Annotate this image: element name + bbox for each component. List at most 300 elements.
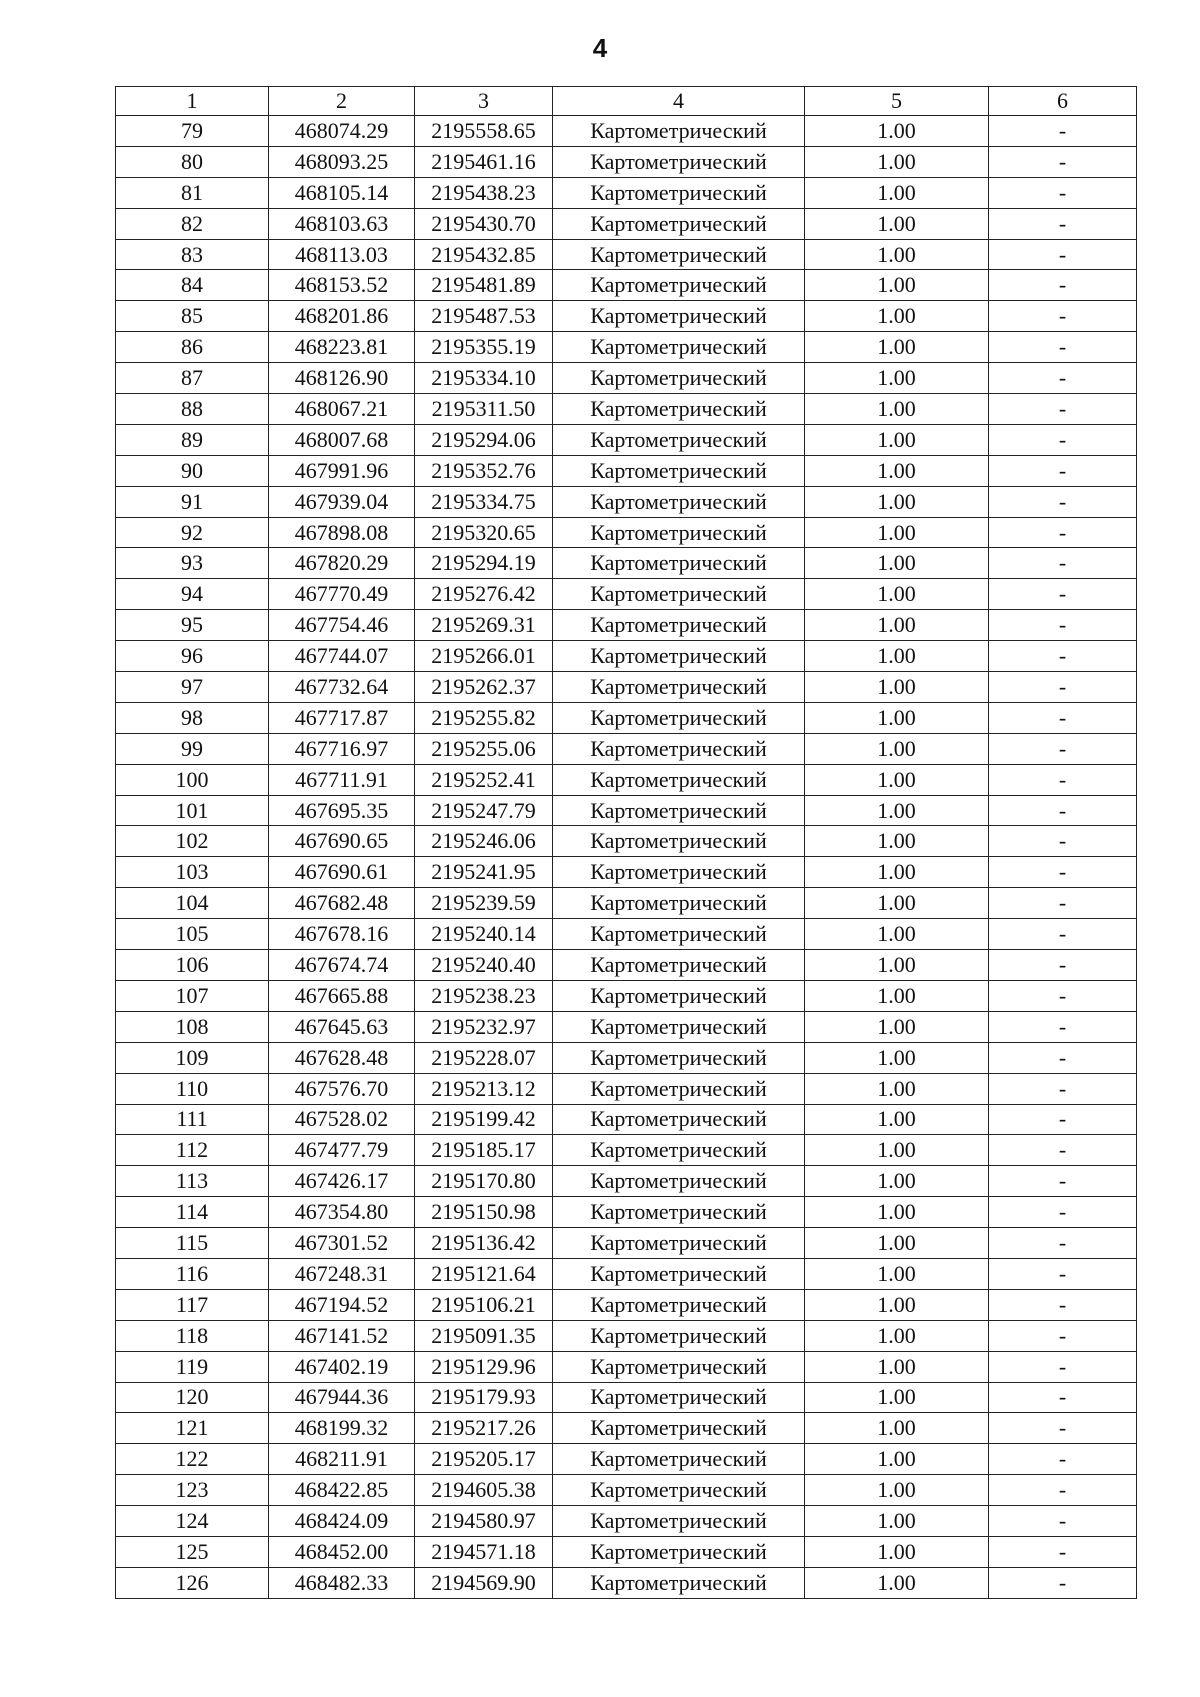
point-number-cell: 122 (116, 1444, 269, 1475)
point-number-cell: 82 (116, 208, 269, 239)
y-coordinate-cell: 2195255.06 (415, 733, 553, 764)
description-cell: - (989, 332, 1137, 363)
method-cell: Картометрический (553, 1536, 805, 1567)
description-cell: - (989, 1104, 1137, 1135)
point-number-cell: 114 (116, 1197, 269, 1228)
description-cell: - (989, 1166, 1137, 1197)
point-number-cell: 98 (116, 702, 269, 733)
x-coordinate-cell: 468105.14 (269, 177, 415, 208)
description-cell: - (989, 1444, 1137, 1475)
description-cell: - (989, 517, 1137, 548)
description-cell: - (989, 1351, 1137, 1382)
description-cell: - (989, 301, 1137, 332)
accuracy-cell: 1.00 (805, 548, 989, 579)
y-coordinate-cell: 2195252.41 (415, 764, 553, 795)
y-coordinate-cell: 2195269.31 (415, 610, 553, 641)
y-coordinate-cell: 2195334.75 (415, 486, 553, 517)
point-number-cell: 109 (116, 1042, 269, 1073)
description-cell: - (989, 486, 1137, 517)
x-coordinate-cell: 468007.68 (269, 424, 415, 455)
method-cell: Картометрический (553, 795, 805, 826)
x-coordinate-cell: 467939.04 (269, 486, 415, 517)
description-cell: - (989, 1506, 1137, 1537)
y-coordinate-cell: 2195430.70 (415, 208, 553, 239)
accuracy-cell: 1.00 (805, 332, 989, 363)
accuracy-cell: 1.00 (805, 1135, 989, 1166)
method-cell: Картометрический (553, 455, 805, 486)
method-cell: Картометрический (553, 332, 805, 363)
y-coordinate-cell: 2195247.79 (415, 795, 553, 826)
description-cell: - (989, 208, 1137, 239)
x-coordinate-cell: 467820.29 (269, 548, 415, 579)
x-coordinate-cell: 467354.80 (269, 1197, 415, 1228)
y-coordinate-cell: 2195311.50 (415, 394, 553, 425)
x-coordinate-cell: 467770.49 (269, 579, 415, 610)
point-number-cell: 99 (116, 733, 269, 764)
table-row (116, 517, 1137, 548)
accuracy-cell: 1.00 (805, 177, 989, 208)
table-row (116, 1536, 1137, 1567)
accuracy-cell: 1.00 (805, 1567, 989, 1598)
accuracy-cell: 1.00 (805, 424, 989, 455)
accuracy-cell: 1.00 (805, 1042, 989, 1073)
x-coordinate-cell: 467716.97 (269, 733, 415, 764)
method-cell: Картометрический (553, 980, 805, 1011)
x-coordinate-cell: 467695.35 (269, 795, 415, 826)
point-number-cell: 84 (116, 270, 269, 301)
point-number-cell: 81 (116, 177, 269, 208)
point-number-cell: 83 (116, 239, 269, 270)
x-coordinate-cell: 467248.31 (269, 1258, 415, 1289)
column-header-2: 2 (269, 87, 415, 116)
table-row (116, 1289, 1137, 1320)
point-number-cell: 90 (116, 455, 269, 486)
x-coordinate-cell: 468093.25 (269, 146, 415, 177)
method-cell: Картометрический (553, 548, 805, 579)
x-coordinate-cell: 467194.52 (269, 1289, 415, 1320)
method-cell: Картометрический (553, 239, 805, 270)
accuracy-cell: 1.00 (805, 455, 989, 486)
method-cell: Картометрический (553, 764, 805, 795)
description-cell: - (989, 888, 1137, 919)
method-cell: Картометрический (553, 270, 805, 301)
y-coordinate-cell: 2195334.10 (415, 363, 553, 394)
table-row (116, 1135, 1137, 1166)
column-header-3: 3 (415, 87, 553, 116)
description-cell: - (989, 1073, 1137, 1104)
point-number-cell: 94 (116, 579, 269, 610)
method-cell: Картометрический (553, 1567, 805, 1598)
x-coordinate-cell: 467682.48 (269, 888, 415, 919)
y-coordinate-cell: 2195481.89 (415, 270, 553, 301)
description-cell: - (989, 795, 1137, 826)
point-number-cell: 87 (116, 363, 269, 394)
method-cell: Картометрический (553, 1228, 805, 1259)
table-row (116, 1228, 1137, 1259)
description-cell: - (989, 548, 1137, 579)
table-row (116, 1042, 1137, 1073)
method-cell: Картометрический (553, 116, 805, 147)
table-row (116, 301, 1137, 332)
y-coordinate-cell: 2195121.64 (415, 1258, 553, 1289)
y-coordinate-cell: 2195294.06 (415, 424, 553, 455)
point-number-cell: 93 (116, 548, 269, 579)
x-coordinate-cell: 467732.64 (269, 672, 415, 703)
description-cell: - (989, 239, 1137, 270)
table-row (116, 1506, 1137, 1537)
x-coordinate-cell: 467645.63 (269, 1011, 415, 1042)
x-coordinate-cell: 468113.03 (269, 239, 415, 270)
description-cell: - (989, 363, 1137, 394)
accuracy-cell: 1.00 (805, 795, 989, 826)
y-coordinate-cell: 2195246.06 (415, 826, 553, 857)
accuracy-cell: 1.00 (805, 270, 989, 301)
y-coordinate-cell: 2194605.38 (415, 1475, 553, 1506)
table-row (116, 919, 1137, 950)
page-number: 4 (592, 33, 608, 63)
accuracy-cell: 1.00 (805, 1475, 989, 1506)
x-coordinate-cell: 467674.74 (269, 950, 415, 981)
y-coordinate-cell: 2195106.21 (415, 1289, 553, 1320)
y-coordinate-cell: 2195240.40 (415, 950, 553, 981)
table-row (116, 610, 1137, 641)
table-row (116, 363, 1137, 394)
y-coordinate-cell: 2195239.59 (415, 888, 553, 919)
accuracy-cell: 1.00 (805, 1506, 989, 1537)
description-cell: - (989, 1197, 1137, 1228)
table-row (116, 950, 1137, 981)
point-number-cell: 115 (116, 1228, 269, 1259)
accuracy-cell: 1.00 (805, 610, 989, 641)
method-cell: Картометрический (553, 702, 805, 733)
accuracy-cell: 1.00 (805, 1351, 989, 1382)
method-cell: Картометрический (553, 1506, 805, 1537)
accuracy-cell: 1.00 (805, 1536, 989, 1567)
description-cell: - (989, 177, 1137, 208)
x-coordinate-cell: 467141.52 (269, 1320, 415, 1351)
x-coordinate-cell: 467301.52 (269, 1228, 415, 1259)
method-cell: Картометрический (553, 888, 805, 919)
x-coordinate-cell: 468424.09 (269, 1506, 415, 1537)
x-coordinate-cell: 468422.85 (269, 1475, 415, 1506)
accuracy-cell: 1.00 (805, 1011, 989, 1042)
accuracy-cell: 1.00 (805, 208, 989, 239)
method-cell: Картометрический (553, 517, 805, 548)
description-cell: - (989, 950, 1137, 981)
point-number-cell: 123 (116, 1475, 269, 1506)
description-cell: - (989, 116, 1137, 147)
x-coordinate-cell: 468199.32 (269, 1413, 415, 1444)
x-coordinate-cell: 467690.61 (269, 857, 415, 888)
table-row (116, 239, 1137, 270)
method-cell: Картометрический (553, 857, 805, 888)
table-row (116, 208, 1137, 239)
x-coordinate-cell: 467426.17 (269, 1166, 415, 1197)
point-number-cell: 108 (116, 1011, 269, 1042)
table-row (116, 888, 1137, 919)
x-coordinate-cell: 467717.87 (269, 702, 415, 733)
description-cell: - (989, 610, 1137, 641)
y-coordinate-cell: 2195205.17 (415, 1444, 553, 1475)
description-cell: - (989, 579, 1137, 610)
table-row (116, 486, 1137, 517)
method-cell: Картометрический (553, 1042, 805, 1073)
table-row (116, 548, 1137, 579)
column-header-4: 4 (553, 87, 805, 116)
description-cell: - (989, 1258, 1137, 1289)
accuracy-cell: 1.00 (805, 239, 989, 270)
method-cell: Картометрический (553, 1320, 805, 1351)
x-coordinate-cell: 468074.29 (269, 116, 415, 147)
y-coordinate-cell: 2195228.07 (415, 1042, 553, 1073)
y-coordinate-cell: 2195438.23 (415, 177, 553, 208)
y-coordinate-cell: 2195240.14 (415, 919, 553, 950)
accuracy-cell: 1.00 (805, 888, 989, 919)
description-cell: - (989, 764, 1137, 795)
y-coordinate-cell: 2194571.18 (415, 1536, 553, 1567)
description-cell: - (989, 672, 1137, 703)
description-cell: - (989, 733, 1137, 764)
method-cell: Картометрический (553, 301, 805, 332)
method-cell: Картометрический (553, 1258, 805, 1289)
method-cell: Картометрический (553, 1135, 805, 1166)
table-row (116, 1320, 1137, 1351)
point-number-cell: 121 (116, 1413, 269, 1444)
description-cell: - (989, 424, 1137, 455)
coordinates-table (115, 86, 1137, 1599)
table-row (116, 1413, 1137, 1444)
method-cell: Картометрический (553, 1382, 805, 1413)
method-cell: Картометрический (553, 146, 805, 177)
accuracy-cell: 1.00 (805, 1444, 989, 1475)
y-coordinate-cell: 2195355.19 (415, 332, 553, 363)
point-number-cell: 80 (116, 146, 269, 177)
table-row (116, 1351, 1137, 1382)
x-coordinate-cell: 467477.79 (269, 1135, 415, 1166)
accuracy-cell: 1.00 (805, 1104, 989, 1135)
y-coordinate-cell: 2195170.80 (415, 1166, 553, 1197)
y-coordinate-cell: 2195487.53 (415, 301, 553, 332)
x-coordinate-cell: 467402.19 (269, 1351, 415, 1382)
point-number-cell: 97 (116, 672, 269, 703)
column-header-1: 1 (116, 87, 269, 116)
point-number-cell: 85 (116, 301, 269, 332)
method-cell: Картометрический (553, 1289, 805, 1320)
accuracy-cell: 1.00 (805, 1320, 989, 1351)
accuracy-cell: 1.00 (805, 146, 989, 177)
point-number-cell: 111 (116, 1104, 269, 1135)
accuracy-cell: 1.00 (805, 857, 989, 888)
y-coordinate-cell: 2195276.42 (415, 579, 553, 610)
y-coordinate-cell: 2194580.97 (415, 1506, 553, 1537)
table-row (116, 579, 1137, 610)
x-coordinate-cell: 467991.96 (269, 455, 415, 486)
table-row (116, 1104, 1137, 1135)
description-cell: - (989, 919, 1137, 950)
y-coordinate-cell: 2195266.01 (415, 641, 553, 672)
method-cell: Картометрический (553, 919, 805, 950)
y-coordinate-cell: 2195091.35 (415, 1320, 553, 1351)
accuracy-cell: 1.00 (805, 641, 989, 672)
table-row (116, 826, 1137, 857)
method-cell: Картометрический (553, 394, 805, 425)
point-number-cell: 89 (116, 424, 269, 455)
y-coordinate-cell: 2195232.97 (415, 1011, 553, 1042)
table-row (116, 1197, 1137, 1228)
description-cell: - (989, 1567, 1137, 1598)
accuracy-cell: 1.00 (805, 394, 989, 425)
accuracy-cell: 1.00 (805, 1197, 989, 1228)
y-coordinate-cell: 2195558.65 (415, 116, 553, 147)
accuracy-cell: 1.00 (805, 702, 989, 733)
accuracy-cell: 1.00 (805, 764, 989, 795)
description-cell: - (989, 1475, 1137, 1506)
accuracy-cell: 1.00 (805, 1258, 989, 1289)
point-number-cell: 105 (116, 919, 269, 950)
x-coordinate-cell: 468201.86 (269, 301, 415, 332)
table-row (116, 1444, 1137, 1475)
point-number-cell: 112 (116, 1135, 269, 1166)
x-coordinate-cell: 467690.65 (269, 826, 415, 857)
description-cell: - (989, 857, 1137, 888)
y-coordinate-cell: 2195461.16 (415, 146, 553, 177)
description-cell: - (989, 1536, 1137, 1567)
method-cell: Картометрический (553, 363, 805, 394)
table-row (116, 1166, 1137, 1197)
y-coordinate-cell: 2195320.65 (415, 517, 553, 548)
point-number-cell: 125 (116, 1536, 269, 1567)
y-coordinate-cell: 2195185.17 (415, 1135, 553, 1166)
description-cell: - (989, 146, 1137, 177)
point-number-cell: 95 (116, 610, 269, 641)
table-header-row (116, 87, 1137, 116)
accuracy-cell: 1.00 (805, 919, 989, 950)
y-coordinate-cell: 2195255.82 (415, 702, 553, 733)
point-number-cell: 113 (116, 1166, 269, 1197)
method-cell: Картометрический (553, 1444, 805, 1475)
x-coordinate-cell: 467944.36 (269, 1382, 415, 1413)
accuracy-cell: 1.00 (805, 579, 989, 610)
table-row (116, 733, 1137, 764)
description-cell: - (989, 1382, 1137, 1413)
method-cell: Картометрический (553, 1104, 805, 1135)
y-coordinate-cell: 2195136.42 (415, 1228, 553, 1259)
table-row (116, 641, 1137, 672)
y-coordinate-cell: 2195262.37 (415, 672, 553, 703)
accuracy-cell: 1.00 (805, 672, 989, 703)
table-row (116, 146, 1137, 177)
method-cell: Картометрический (553, 579, 805, 610)
point-number-cell: 79 (116, 116, 269, 147)
method-cell: Картометрический (553, 1197, 805, 1228)
method-cell: Картометрический (553, 826, 805, 857)
method-cell: Картометрический (553, 950, 805, 981)
description-cell: - (989, 641, 1137, 672)
method-cell: Картометрический (553, 1073, 805, 1104)
y-coordinate-cell: 2195241.95 (415, 857, 553, 888)
point-number-cell: 86 (116, 332, 269, 363)
table-row (116, 1567, 1137, 1598)
table-row (116, 177, 1137, 208)
point-number-cell: 110 (116, 1073, 269, 1104)
table-row (116, 857, 1137, 888)
table-row (116, 424, 1137, 455)
description-cell: - (989, 1320, 1137, 1351)
accuracy-cell: 1.00 (805, 517, 989, 548)
column-header-6: 6 (989, 87, 1137, 116)
accuracy-cell: 1.00 (805, 363, 989, 394)
accuracy-cell: 1.00 (805, 733, 989, 764)
table-row (116, 795, 1137, 826)
table-row (116, 332, 1137, 363)
point-number-cell: 126 (116, 1567, 269, 1598)
table-body (116, 116, 1137, 1599)
y-coordinate-cell: 2195352.76 (415, 455, 553, 486)
x-coordinate-cell: 468126.90 (269, 363, 415, 394)
x-coordinate-cell: 467754.46 (269, 610, 415, 641)
x-coordinate-cell: 467898.08 (269, 517, 415, 548)
description-cell: - (989, 1289, 1137, 1320)
table-row (116, 764, 1137, 795)
x-coordinate-cell: 467744.07 (269, 641, 415, 672)
description-cell: - (989, 1042, 1137, 1073)
point-number-cell: 119 (116, 1351, 269, 1382)
point-number-cell: 116 (116, 1258, 269, 1289)
table-row (116, 1475, 1137, 1506)
table-row (116, 270, 1137, 301)
description-cell: - (989, 270, 1137, 301)
description-cell: - (989, 980, 1137, 1011)
accuracy-cell: 1.00 (805, 826, 989, 857)
method-cell: Картометрический (553, 208, 805, 239)
description-cell: - (989, 455, 1137, 486)
x-coordinate-cell: 468452.00 (269, 1536, 415, 1567)
point-number-cell: 120 (116, 1382, 269, 1413)
accuracy-cell: 1.00 (805, 1228, 989, 1259)
method-cell: Картометрический (553, 1011, 805, 1042)
point-number-cell: 117 (116, 1289, 269, 1320)
point-number-cell: 88 (116, 394, 269, 425)
method-cell: Картометрический (553, 1166, 805, 1197)
point-number-cell: 96 (116, 641, 269, 672)
x-coordinate-cell: 468067.21 (269, 394, 415, 425)
y-coordinate-cell: 2195213.12 (415, 1073, 553, 1104)
method-cell: Картометрический (553, 672, 805, 703)
x-coordinate-cell: 467678.16 (269, 919, 415, 950)
description-cell: - (989, 702, 1137, 733)
description-cell: - (989, 1413, 1137, 1444)
method-cell: Картометрический (553, 610, 805, 641)
point-number-cell: 92 (116, 517, 269, 548)
method-cell: Картометрический (553, 733, 805, 764)
x-coordinate-cell: 468482.33 (269, 1567, 415, 1598)
description-cell: - (989, 1011, 1137, 1042)
y-coordinate-cell: 2195294.19 (415, 548, 553, 579)
point-number-cell: 91 (116, 486, 269, 517)
accuracy-cell: 1.00 (805, 980, 989, 1011)
x-coordinate-cell: 467576.70 (269, 1073, 415, 1104)
y-coordinate-cell: 2195129.96 (415, 1351, 553, 1382)
x-coordinate-cell: 467665.88 (269, 980, 415, 1011)
x-coordinate-cell: 468223.81 (269, 332, 415, 363)
x-coordinate-cell: 467711.91 (269, 764, 415, 795)
table-row (116, 702, 1137, 733)
method-cell: Картометрический (553, 1413, 805, 1444)
description-cell: - (989, 1135, 1137, 1166)
y-coordinate-cell: 2195238.23 (415, 980, 553, 1011)
table-row (116, 116, 1137, 147)
column-header-5: 5 (805, 87, 989, 116)
